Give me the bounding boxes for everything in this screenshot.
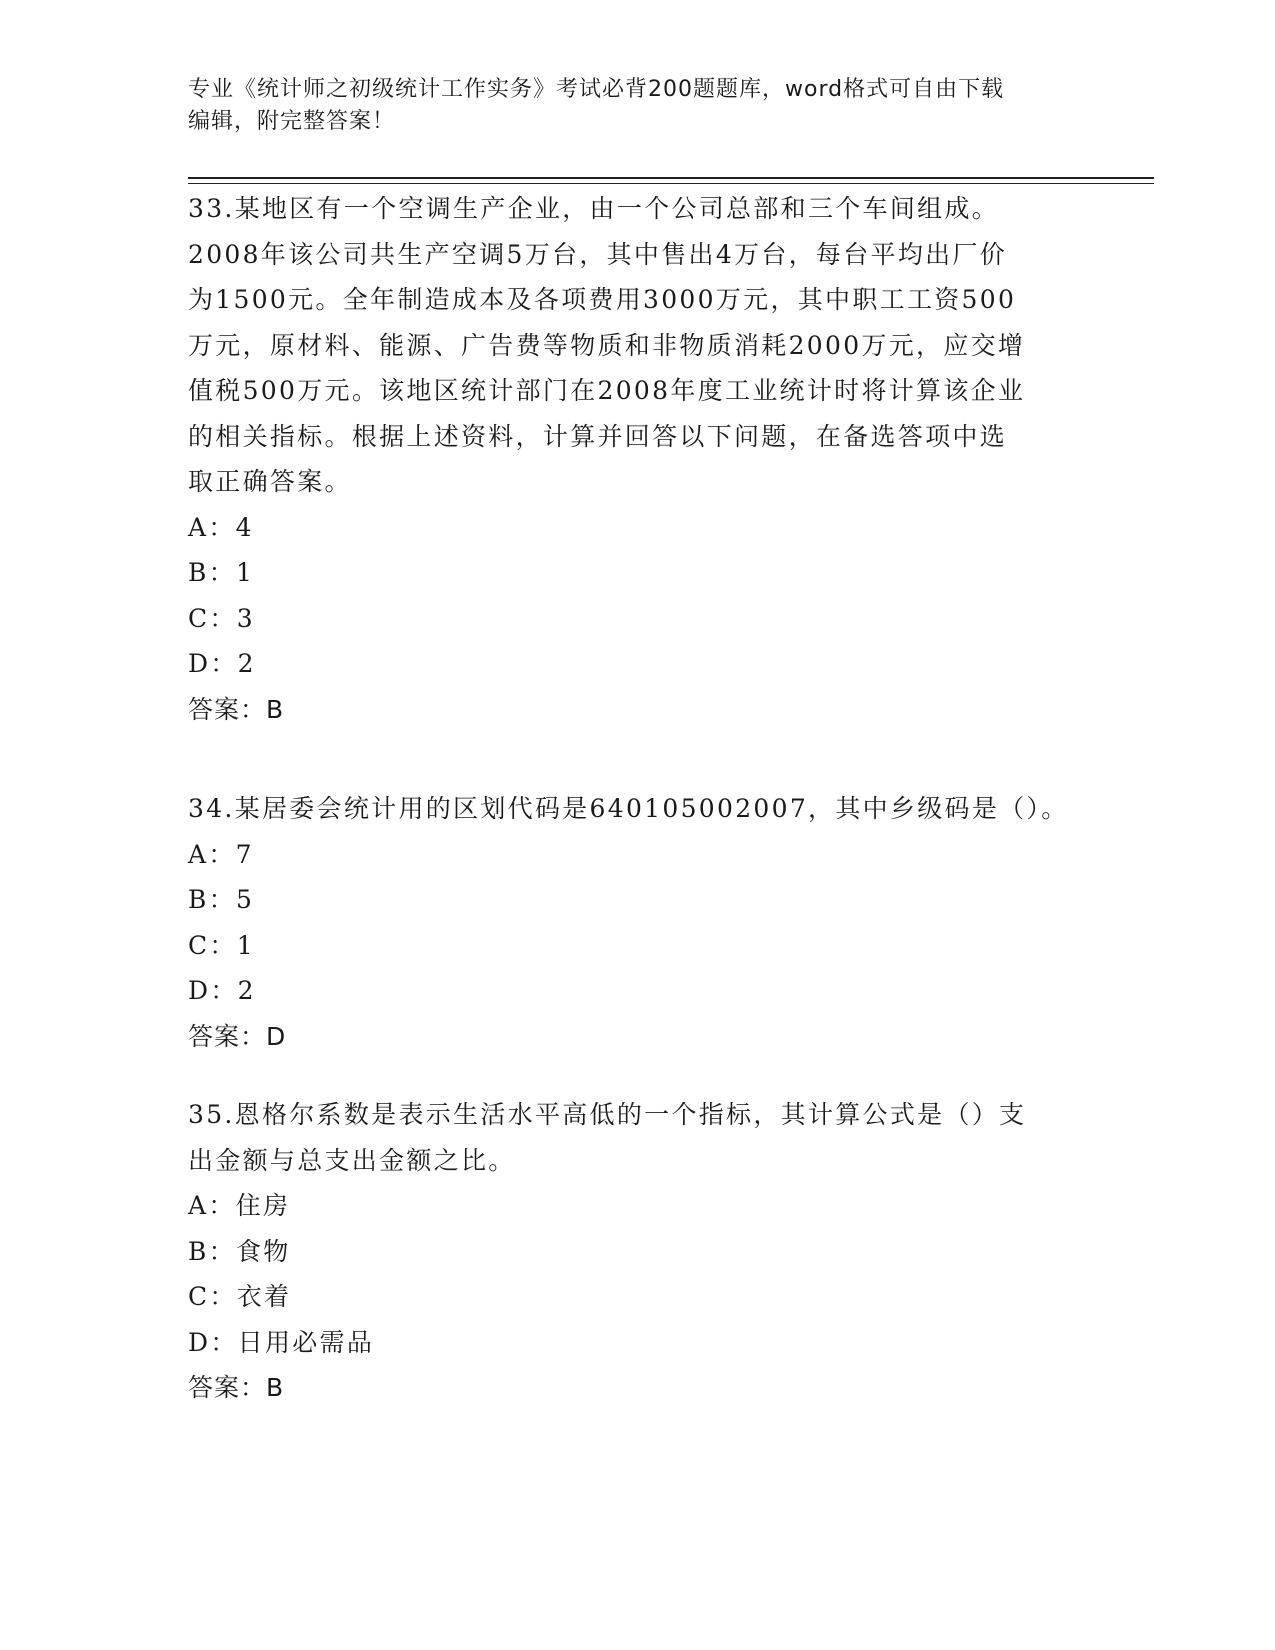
answer-line: 答案：B	[188, 1373, 285, 1402]
option-c: C：1	[188, 930, 255, 960]
option-b: B：食物	[188, 1236, 291, 1266]
option-d: D：2	[188, 976, 256, 1005]
option-d: D：日用必需品	[188, 1327, 375, 1357]
document-header: 专业《统计师之初级统计工作实务》考试必背200题题库，word格式可自由下载 编辑，附完整答案！	[188, 77, 1005, 134]
question-stem: 34.某居委会统计用的区划代码是640105002007，其中乡级码是（）。	[188, 794, 1069, 823]
option-d: D：2	[188, 649, 256, 678]
question-stem: 35.恩格尔系数是表示生活水平高低的一个指标，其计算公式是（）支 出金额与总支出金额之比。	[188, 1100, 1027, 1175]
header-divider-thin	[188, 183, 1154, 184]
option-a: A：4	[188, 512, 254, 542]
option-b: B：5	[188, 885, 255, 914]
question-33	[188, 186, 1088, 732]
option-a: A：住房	[188, 1191, 291, 1220]
question-34	[188, 786, 1088, 1059]
option-c: C：衣着	[188, 1282, 292, 1311]
answer-line: 答案：B	[188, 694, 285, 724]
option-a: A：7	[188, 839, 254, 869]
header-divider-thick	[188, 177, 1154, 179]
question-35	[188, 1092, 1088, 1411]
option-c: C：3	[188, 603, 255, 633]
question-stem: 33.某地区有一个空调生产企业，由一个公司总部和三个车间组成。 2008年该公司共生产空调5万台，其中售出4万台，每台平均出厂价 为1500元。全年制造成本及各项费用3000万元，其中职工工资500 万元，原材料、能源、广告费等物质和非物质消耗2000万元，应交增 值税500万元。该地区统计部门在2008年度工业统计时将计算该企业 的相关指标。根据上述资料，计算并回答以下问题，在备选答项中选 取正确答案。	[188, 194, 1026, 496]
answer-line: 答案：D	[188, 1021, 287, 1051]
option-b: B：1	[188, 558, 255, 587]
